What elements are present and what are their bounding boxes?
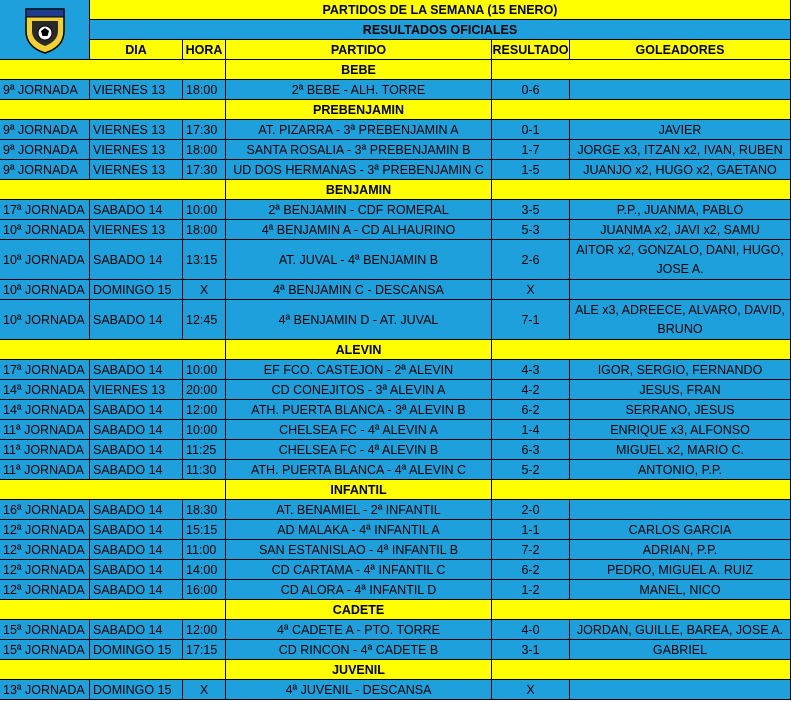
resultado-cell: 1-5	[492, 160, 570, 180]
jornada-cell: 10ª JORNADA	[0, 220, 90, 240]
partido-cell: EF FCO. CASTEJON - 2ª ALEVIN	[226, 360, 492, 380]
column-header-dia: DIA	[90, 40, 183, 60]
jornada-cell: 14ª JORNADA	[0, 380, 90, 400]
resultado-cell: 4-0	[492, 620, 570, 640]
goleadores-cell: SERRANO, JESUS	[570, 400, 791, 420]
section-row-blank	[492, 100, 791, 120]
jornada-cell: 10ª JORNADA	[0, 240, 90, 280]
dia-cell: VIERNES 13	[90, 120, 183, 140]
partido-cell: ATH. PUERTA BLANCA - 4ª ALEVIN C	[226, 460, 492, 480]
dia-cell: DOMINGO 15	[90, 680, 183, 700]
partido-cell: AT. BENAMIEL - 2ª INFANTIL	[226, 500, 492, 520]
hora-cell: 12:00	[183, 620, 226, 640]
goleadores-cell: JESUS, FRAN	[570, 380, 791, 400]
hora-cell: 20:00	[183, 380, 226, 400]
jornada-cell: 17ª JORNADA	[0, 360, 90, 380]
dia-cell: SABADO 14	[90, 580, 183, 600]
goleadores-cell: JORGE x3, ITZAN x2, IVAN, RUBEN	[570, 140, 791, 160]
resultado-cell: 4-3	[492, 360, 570, 380]
section-row-blank	[0, 180, 226, 200]
goleadores-cell: ANTONIO, P.P.	[570, 460, 791, 480]
section-row-blank	[0, 600, 226, 620]
dia-cell: SABADO 14	[90, 300, 183, 340]
dia-cell: DOMINGO 15	[90, 640, 183, 660]
resultado-cell: 5-3	[492, 220, 570, 240]
section-title: BENJAMIN	[226, 180, 492, 200]
partido-cell: AT. PIZARRA - 3ª PREBENJAMIN A	[226, 120, 492, 140]
goleadores-cell: ADRIAN, P.P.	[570, 540, 791, 560]
dia-cell: SABADO 14	[90, 360, 183, 380]
resultado-cell: 7-2	[492, 540, 570, 560]
hora-cell: X	[183, 680, 226, 700]
section-row-blank	[0, 480, 226, 500]
hora-cell: 11:00	[183, 540, 226, 560]
club-crest	[0, 0, 90, 60]
resultado-cell: 6-2	[492, 400, 570, 420]
section-row-blank	[492, 180, 791, 200]
partido-cell: CD RINCON - 4ª CADETE B	[226, 640, 492, 660]
dia-cell: SABADO 14	[90, 540, 183, 560]
resultado-cell: 1-7	[492, 140, 570, 160]
partido-cell: 2ª BEBE - ALH. TORRE	[226, 80, 492, 100]
section-row-blank	[0, 60, 226, 80]
goleadores-cell	[570, 280, 791, 300]
dia-cell: SABADO 14	[90, 560, 183, 580]
hora-cell: X	[183, 280, 226, 300]
resultado-cell: 2-0	[492, 500, 570, 520]
goleadores-cell: GABRIEL	[570, 640, 791, 660]
partido-cell: ATH. PUERTA BLANCA - 3ª ALEVIN B	[226, 400, 492, 420]
hora-cell: 16:00	[183, 580, 226, 600]
resultado-cell: 1-2	[492, 580, 570, 600]
partido-cell: CD CONEJITOS - 3ª ALEVIN A	[226, 380, 492, 400]
jornada-cell: 11ª JORNADA	[0, 460, 90, 480]
goleadores-cell: ENRIQUE x3, ALFONSO	[570, 420, 791, 440]
hora-cell: 18:00	[183, 140, 226, 160]
section-row-blank	[0, 100, 226, 120]
dia-cell: VIERNES 13	[90, 140, 183, 160]
hora-cell: 17:30	[183, 160, 226, 180]
dia-cell: SABADO 14	[90, 400, 183, 420]
section-row-blank	[492, 660, 791, 680]
section-title: PREBENJAMIN	[226, 100, 492, 120]
goleadores-cell: PEDRO, MIGUEL A. RUIZ	[570, 560, 791, 580]
dia-cell: SABADO 14	[90, 420, 183, 440]
column-header-goleadores: GOLEADORES	[570, 40, 791, 60]
dia-cell: VIERNES 13	[90, 380, 183, 400]
section-row-blank	[492, 600, 791, 620]
partido-cell: 4ª BENJAMIN D - AT. JUVAL	[226, 300, 492, 340]
goleadores-cell: CARLOS GARCIA	[570, 520, 791, 540]
hora-cell: 14:00	[183, 560, 226, 580]
hora-cell: 10:00	[183, 360, 226, 380]
section-row-blank	[492, 480, 791, 500]
jornada-cell: 15ª JORNADA	[0, 620, 90, 640]
column-header-hora: HORA	[183, 40, 226, 60]
partido-cell: SANTA ROSALIA - 3ª PREBENJAMIN B	[226, 140, 492, 160]
section-row-blank	[492, 340, 791, 360]
resultado-cell: 5-2	[492, 460, 570, 480]
jornada-cell: 10ª JORNADA	[0, 280, 90, 300]
goleadores-cell	[570, 80, 791, 100]
hora-cell: 11:30	[183, 460, 226, 480]
section-title: INFANTIL	[226, 480, 492, 500]
resultado-cell: X	[492, 280, 570, 300]
goleadores-cell: ALE x3, ADREECE, ALVARO, DAVID, BRUNO	[570, 300, 791, 340]
jornada-cell: 9ª JORNADA	[0, 140, 90, 160]
partido-cell: CHELSEA FC - 4ª ALEVIN B	[226, 440, 492, 460]
resultado-cell: 2-6	[492, 240, 570, 280]
jornada-cell: 11ª JORNADA	[0, 420, 90, 440]
section-row-blank	[492, 60, 791, 80]
hora-cell: 15:15	[183, 520, 226, 540]
jornada-cell: 9ª JORNADA	[0, 120, 90, 140]
jornada-cell: 12ª JORNADA	[0, 560, 90, 580]
resultado-cell: 1-4	[492, 420, 570, 440]
hora-cell: 12:00	[183, 400, 226, 420]
dia-cell: SABADO 14	[90, 200, 183, 220]
jornada-cell: 12ª JORNADA	[0, 580, 90, 600]
partido-cell: UD DOS HERMANAS - 3ª PREBENJAMIN C	[226, 160, 492, 180]
page-subtitle: RESULTADOS OFICIALES	[90, 20, 791, 40]
jornada-cell: 12ª JORNADA	[0, 540, 90, 560]
goleadores-cell: JUANJO x2, HUGO x2, GAETANO	[570, 160, 791, 180]
hora-cell: 10:00	[183, 420, 226, 440]
goleadores-cell: JAVIER	[570, 120, 791, 140]
goleadores-cell: IGOR, SERGIO, FERNANDO	[570, 360, 791, 380]
section-row-blank	[0, 660, 226, 680]
goleadores-cell	[570, 680, 791, 700]
jornada-cell: 17ª JORNADA	[0, 200, 90, 220]
resultado-cell: 0-6	[492, 80, 570, 100]
goleadores-cell: MIGUEL x2, MARIO C.	[570, 440, 791, 460]
jornada-cell: 9ª JORNADA	[0, 160, 90, 180]
jornada-cell: 10ª JORNADA	[0, 300, 90, 340]
hora-cell: 11:25	[183, 440, 226, 460]
partido-cell: SAN ESTANISLAO - 4ª INFANTIL B	[226, 540, 492, 560]
resultado-cell: 4-2	[492, 380, 570, 400]
dia-cell: VIERNES 13	[90, 160, 183, 180]
section-title: BEBE	[226, 60, 492, 80]
jornada-cell: 15ª JORNADA	[0, 640, 90, 660]
dia-cell: SABADO 14	[90, 500, 183, 520]
resultado-cell: 1-1	[492, 520, 570, 540]
section-row-blank	[0, 340, 226, 360]
hora-cell: 18:00	[183, 220, 226, 240]
resultado-cell: 0-1	[492, 120, 570, 140]
partido-cell: CHELSEA FC - 4ª ALEVIN A	[226, 420, 492, 440]
section-title: CADETE	[226, 600, 492, 620]
partido-cell: 4ª CADETE A - PTO. TORRE	[226, 620, 492, 640]
partido-cell: AT. JUVAL - 4ª BENJAMIN B	[226, 240, 492, 280]
hora-cell: 12:45	[183, 300, 226, 340]
hora-cell: 10:00	[183, 200, 226, 220]
club-crest-icon	[22, 5, 68, 55]
hora-cell: 17:30	[183, 120, 226, 140]
resultado-cell: 6-2	[492, 560, 570, 580]
partido-cell: 4ª BENJAMIN C - DESCANSA	[226, 280, 492, 300]
section-title: JUVENIL	[226, 660, 492, 680]
goleadores-cell: AITOR x2, GONZALO, DANI, HUGO, JOSE A.	[570, 240, 791, 280]
hora-cell: 18:00	[183, 80, 226, 100]
partido-cell: 4ª BENJAMIN A - CD ALHAURINO	[226, 220, 492, 240]
resultado-cell: X	[492, 680, 570, 700]
goleadores-cell: JORDAN, GUILLE, BAREA, JOSE A.	[570, 620, 791, 640]
goleadores-cell	[570, 500, 791, 520]
dia-cell: DOMINGO 15	[90, 280, 183, 300]
partido-cell: AD MALAKA - 4ª INFANTIL A	[226, 520, 492, 540]
hora-cell: 13:15	[183, 240, 226, 280]
jornada-cell: 13ª JORNADA	[0, 680, 90, 700]
goleadores-cell: MANEL, NICO	[570, 580, 791, 600]
dia-cell: SABADO 14	[90, 440, 183, 460]
page-title: PARTIDOS DE LA SEMANA (15 ENERO)	[90, 0, 791, 20]
dia-cell: VIERNES 13	[90, 220, 183, 240]
partido-cell: 2ª BENJAMIN - CDF ROMERAL	[226, 200, 492, 220]
partido-cell: CD CARTAMA - 4ª INFANTIL C	[226, 560, 492, 580]
dia-cell: VIERNES 13	[90, 80, 183, 100]
resultado-cell: 6-3	[492, 440, 570, 460]
column-header-partido: PARTIDO	[226, 40, 492, 60]
hora-cell: 18:30	[183, 500, 226, 520]
resultado-cell: 3-5	[492, 200, 570, 220]
column-header-resultado: RESULTADO	[492, 40, 570, 60]
dia-cell: SABADO 14	[90, 460, 183, 480]
hora-cell: 17:15	[183, 640, 226, 660]
resultado-cell: 7-1	[492, 300, 570, 340]
goleadores-cell: P.P., JUANMA, PABLO	[570, 200, 791, 220]
partido-cell: CD ALORA - 4ª INFANTIL D	[226, 580, 492, 600]
resultado-cell: 3-1	[492, 640, 570, 660]
jornada-cell: 9ª JORNADA	[0, 80, 90, 100]
section-title: ALEVIN	[226, 340, 492, 360]
jornada-cell: 16ª JORNADA	[0, 500, 90, 520]
dia-cell: SABADO 14	[90, 240, 183, 280]
dia-cell: SABADO 14	[90, 520, 183, 540]
goleadores-cell: JUANMA x2, JAVI x2, SAMU	[570, 220, 791, 240]
jornada-cell: 12ª JORNADA	[0, 520, 90, 540]
jornada-cell: 14ª JORNADA	[0, 400, 90, 420]
jornada-cell: 11ª JORNADA	[0, 440, 90, 460]
partido-cell: 4ª JUVENIL - DESCANSA	[226, 680, 492, 700]
dia-cell: SABADO 14	[90, 620, 183, 640]
